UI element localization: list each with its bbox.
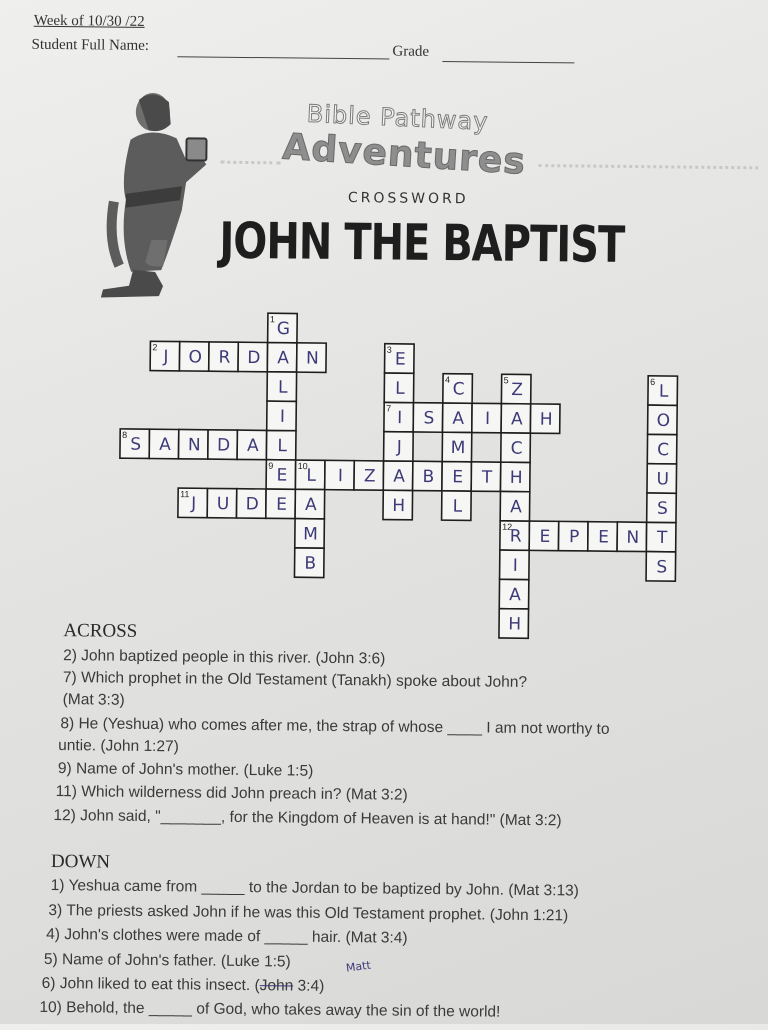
- crossword-cell[interactable]: [268, 313, 298, 343]
- crossword-cell[interactable]: [501, 404, 531, 434]
- handwritten-answer-letter: S: [656, 498, 668, 519]
- crossword-cell[interactable]: [500, 550, 530, 580]
- across-clue-11: 11) Which wilderness did John preach in? (Mat 3:2): [55, 783, 408, 804]
- handwritten-answer-letter: R: [218, 347, 231, 368]
- crossword-cell[interactable]: [385, 344, 415, 374]
- crossword-cell[interactable]: [209, 342, 239, 372]
- handwritten-correction: Matt: [345, 958, 372, 975]
- clue-number: 2: [152, 342, 158, 353]
- handwritten-answer-letter: O: [656, 410, 671, 431]
- handwritten-answer-letter: U: [216, 494, 230, 515]
- across-clue-2: 2) John baptized people in this river. (John 3:6): [63, 647, 386, 668]
- crossword-cell[interactable]: [297, 343, 327, 373]
- student-name-label: Student Full Name:: [31, 36, 150, 54]
- crossword-cell[interactable]: [529, 521, 559, 551]
- down-heading: DOWN: [50, 850, 111, 873]
- brand-line-1: Bible Pathway: [306, 99, 490, 136]
- handwritten-answer-letter: I: [279, 406, 286, 427]
- handwritten-answer-letter: A: [277, 348, 290, 369]
- handwritten-answer-letter: H: [392, 495, 406, 517]
- crossword-cell[interactable]: [500, 462, 530, 492]
- handwritten-answer-letter: L: [395, 378, 405, 399]
- handwritten-answer-letter: B: [304, 553, 317, 574]
- handwritten-answer-letter: H: [509, 467, 523, 489]
- clue-number: 5: [503, 375, 509, 386]
- handwritten-answer-letter: S: [656, 557, 668, 578]
- handwritten-answer-letter: J: [163, 347, 169, 368]
- down-clue-6-text: 6) John liked to eat this insect. (: [41, 974, 260, 995]
- across-clue-8-ref: untie. (John 1:27): [58, 737, 179, 756]
- clue-number: 12: [502, 521, 513, 532]
- crossword-cell[interactable]: [472, 403, 502, 433]
- handwritten-answer-letter: P: [569, 527, 580, 548]
- handwritten-answer-letter: A: [452, 408, 465, 429]
- crossword-cell[interactable]: [443, 374, 473, 404]
- handwritten-answer-letter: A: [159, 434, 171, 456]
- across-clue-12: 12) John said, "_______, for the Kingdom of Heaven is at hand!" (Mat 3:2): [53, 806, 562, 830]
- crossword-cell[interactable]: [501, 433, 531, 463]
- across-clue-7: 7) Which prophet in the Old Testament (Tanakh) spoke about John?: [62, 669, 528, 691]
- crossword-cell[interactable]: [647, 434, 677, 464]
- crossword-cell[interactable]: [500, 491, 530, 521]
- crossword-cell[interactable]: [413, 461, 443, 491]
- brand-line-2: Adventures: [281, 126, 528, 183]
- crossword-cell[interactable]: [120, 429, 150, 459]
- handwritten-answer-letter: C: [657, 440, 670, 461]
- crossword-cell[interactable]: [354, 461, 384, 491]
- handwritten-answer-letter: O: [188, 347, 203, 368]
- handwritten-answer-letter: E: [394, 349, 406, 370]
- crossword-cell[interactable]: [149, 429, 179, 459]
- crossword-cell[interactable]: [501, 374, 531, 404]
- crossword-cell[interactable]: [383, 461, 413, 491]
- handwritten-answer-letter: I: [397, 408, 403, 429]
- crossword-cell[interactable]: [237, 430, 267, 460]
- handwritten-answer-letter: J: [396, 437, 402, 458]
- crossword-cell[interactable]: [442, 403, 472, 433]
- crossword-cell[interactable]: [266, 489, 296, 519]
- crossword-cell[interactable]: [442, 491, 472, 521]
- handwritten-answer-letter: A: [393, 466, 405, 487]
- handwritten-answer-letter: E: [276, 465, 288, 486]
- handwritten-answer-letter: D: [245, 494, 259, 515]
- handwritten-answer-letter: Z: [363, 466, 376, 487]
- crossword-cell[interactable]: [646, 522, 676, 552]
- handwritten-answer-letter: I: [484, 409, 491, 430]
- across-clue-9: 9) Name of John's mother. (Luke 1:5): [57, 760, 314, 780]
- crossword-cell[interactable]: [499, 609, 529, 639]
- crossword-cell[interactable]: [179, 342, 209, 372]
- crossword-cell[interactable]: [207, 488, 237, 518]
- crossword-cell[interactable]: [500, 521, 530, 551]
- handwritten-answer-letter: J: [191, 493, 197, 514]
- handwritten-answer-letter: H: [508, 614, 522, 635]
- crossword-cell[interactable]: [267, 343, 297, 373]
- handwritten-answer-letter: N: [626, 527, 640, 548]
- handwritten-answer-letter: L: [452, 496, 463, 517]
- handwritten-answer-letter: L: [306, 465, 317, 486]
- crossword-cell[interactable]: [178, 488, 208, 518]
- handwritten-answer-letter: E: [452, 467, 464, 488]
- handwritten-answer-letter: R: [509, 526, 522, 547]
- crossword-cell[interactable]: [588, 522, 618, 552]
- handwritten-answer-letter: H: [539, 409, 553, 430]
- crossword-cell[interactable]: [647, 493, 677, 523]
- handwritten-answer-letter: I: [337, 466, 344, 487]
- crossword-cell[interactable]: [208, 430, 238, 460]
- crossword-cell[interactable]: [558, 521, 588, 551]
- down-clue-5: 5) Name of John's father. (Luke 1:5): [43, 950, 291, 971]
- handwritten-answer-letter: L: [277, 377, 288, 398]
- across-clue-8: 8) He (Yeshua) who comes after me, the strap of whose ____ I am not worthy to: [60, 715, 610, 738]
- handwritten-answer-letter: U: [656, 469, 670, 490]
- handwritten-answer-letter: E: [539, 526, 551, 547]
- crossword-cell[interactable]: [648, 376, 678, 406]
- handwritten-answer-letter: L: [658, 381, 669, 402]
- week-label: Week of 10/30 /22: [33, 12, 145, 30]
- crossword-cell[interactable]: [267, 401, 297, 431]
- handwritten-answer-letter: T: [656, 528, 668, 549]
- crossword-cell[interactable]: [442, 462, 472, 492]
- clue-number: 7: [386, 403, 392, 414]
- down-clue-6-struck: John: [259, 977, 294, 995]
- crossword-cell[interactable]: [499, 579, 529, 609]
- handwritten-answer-letter: S: [130, 434, 142, 455]
- crossword-cell[interactable]: [295, 460, 325, 490]
- clue-number: 10: [297, 461, 308, 472]
- handwritten-answer-letter: A: [304, 495, 317, 516]
- down-clue-6: [42, 975, 325, 996]
- handwritten-answer-letter: N: [305, 348, 319, 369]
- handwritten-answer-letter: A: [510, 409, 523, 430]
- crossword-cell[interactable]: [471, 462, 501, 492]
- handwritten-answer-letter: S: [423, 408, 435, 429]
- handwritten-answer-letter: I: [512, 555, 518, 576]
- crossword-cell[interactable]: [267, 372, 297, 402]
- crossword-cell[interactable]: [647, 464, 677, 494]
- clue-number: 9: [268, 460, 274, 471]
- crossword-cell[interactable]: [325, 460, 355, 490]
- handwritten-answer-letter: G: [276, 318, 291, 340]
- crossword-cell[interactable]: [648, 405, 678, 435]
- handwritten-answer-letter: N: [187, 435, 201, 456]
- down-clue-6-rest: 3:4): [293, 977, 325, 995]
- down-clue-10: 10) Behold, the _____ of God, who takes away the sin of the world!: [39, 998, 501, 1021]
- handwritten-answer-letter: E: [276, 494, 288, 515]
- handwritten-answer-letter: M: [450, 437, 466, 459]
- crossword-cell[interactable]: [383, 490, 413, 520]
- crossword-cell[interactable]: [295, 519, 325, 549]
- handwritten-answer-letter: D: [247, 347, 261, 369]
- crossword-cell[interactable]: [150, 341, 180, 371]
- handwritten-answer-letter: B: [422, 466, 435, 488]
- crossword-cell[interactable]: [646, 552, 676, 582]
- crossword-cell[interactable]: [295, 489, 325, 519]
- clue-number: 11: [180, 489, 190, 500]
- handwritten-answer-letter: T: [481, 467, 493, 488]
- crossword-cell[interactable]: [617, 522, 647, 552]
- clue-number: 4: [444, 374, 451, 385]
- grade-label: Grade: [392, 43, 430, 60]
- crossword-cell[interactable]: [384, 432, 414, 462]
- handwritten-answer-letter: D: [216, 435, 231, 456]
- handwritten-answer-letter: A: [510, 497, 522, 518]
- page-title: JOHN THE BAPTIST: [219, 212, 625, 275]
- crossword-cell[interactable]: [530, 404, 560, 434]
- across-heading: ACROSS: [63, 620, 138, 642]
- crossword-cell[interactable]: [413, 403, 443, 433]
- clue-number: 6: [650, 376, 656, 387]
- handwritten-answer-letter: E: [598, 527, 610, 548]
- handwritten-answer-letter: A: [246, 435, 259, 456]
- handwritten-answer-letter: M: [303, 524, 319, 545]
- clue-number: 3: [386, 344, 392, 355]
- crossword-cell[interactable]: [294, 548, 324, 578]
- clue-number: 1: [269, 314, 275, 325]
- down-clue-4: 4) John's clothes were made of _____ hair. (Mat 3:4): [46, 925, 408, 947]
- crossword-cell[interactable]: [238, 342, 268, 372]
- down-clue-1: 1) Yeshua came from _____ to the Jordan to be baptized by John. (Mat 3:13): [50, 876, 579, 900]
- handwritten-answer-letter: A: [509, 585, 521, 606]
- crossword-cell[interactable]: [442, 432, 472, 462]
- handwritten-answer-letter: C: [452, 379, 465, 400]
- crossword-cell[interactable]: [236, 489, 266, 519]
- handwritten-answer-letter: L: [277, 436, 288, 457]
- handwritten-answer-letter: Z: [511, 380, 524, 401]
- clue-number: 8: [122, 429, 128, 440]
- crossword-cell[interactable]: [178, 429, 208, 459]
- crossword-label: CROSSWORD: [347, 190, 469, 208]
- handwritten-answer-letter: C: [510, 438, 523, 459]
- crossword-cell[interactable]: [384, 402, 414, 432]
- down-clue-3: 3) The priests asked John if he was this Old Testament prophet. (John 1:21): [48, 901, 569, 925]
- across-clue-7-ref: (Mat 3:3): [62, 691, 125, 709]
- crossword-cell[interactable]: [266, 430, 296, 460]
- crossword-cell[interactable]: [384, 373, 414, 403]
- crossword-cell[interactable]: [266, 460, 296, 490]
